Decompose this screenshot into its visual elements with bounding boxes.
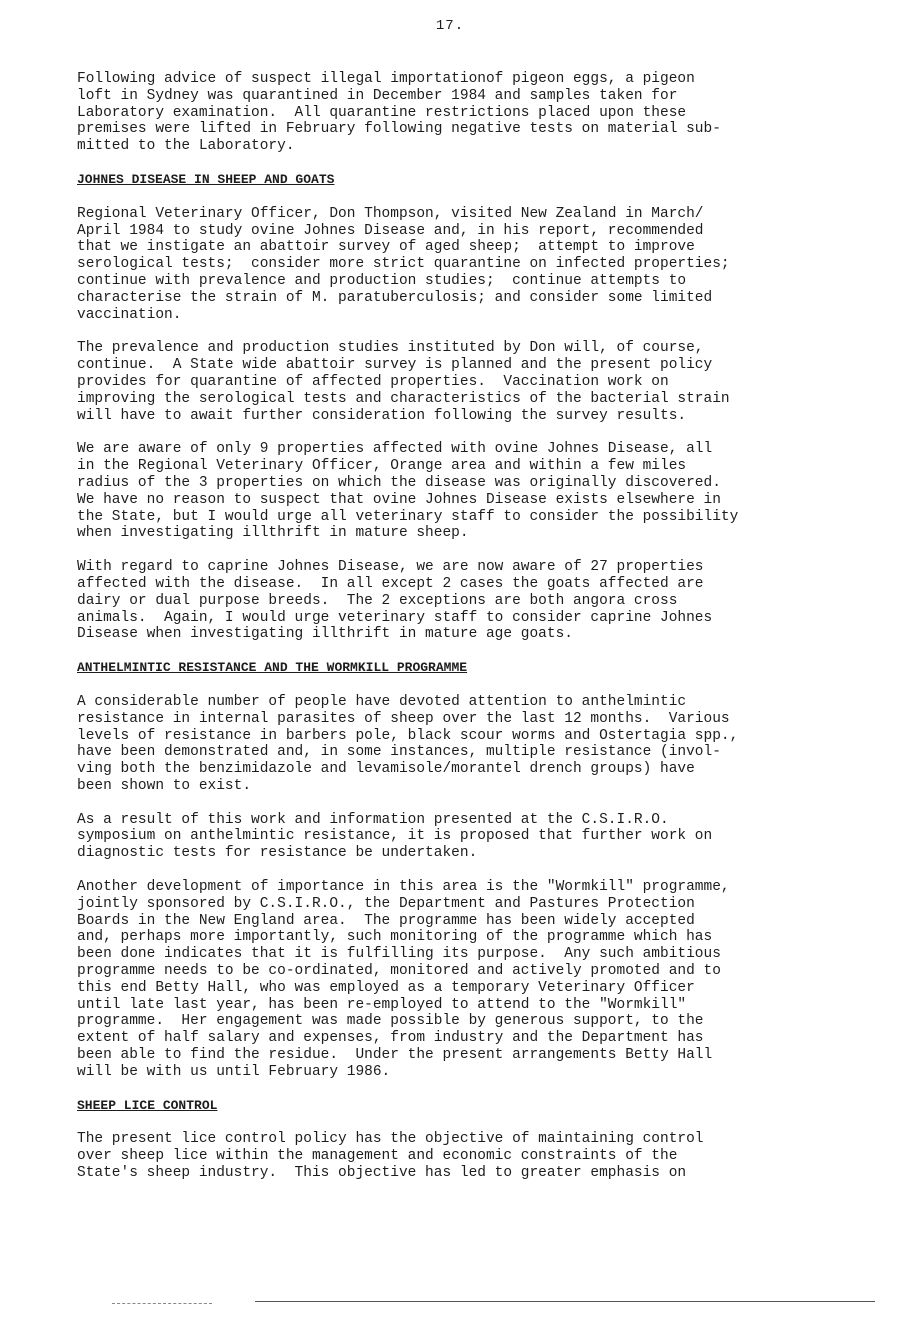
footer-dashed-rule <box>112 1303 212 1304</box>
page-number: 17. <box>435 18 465 34</box>
paragraph-resistance-levels: A considerable number of people have devoted attention to anthelmintic resistance in internal parasites of sheep over the last 12 months. Various levels of resistance in barbers pole, black scour worms and Ostertagia spp., have been demonstrated and, in some instances, multiple resistance (invol- ving both the benzimidazole and levamisole/morantel drench groups) have been shown to exist. <box>77 693 739 794</box>
heading-sheep-lice-control: SHEEP LICE CONTROL <box>77 1097 218 1113</box>
heading-anthelmintic-resistance: ANTHELMINTIC RESISTANCE AND THE WORMKILL PROGRAMME <box>77 660 468 676</box>
paragraph-prevalence-studies: The prevalence and production studies instituted by Don will, of course, continue. A State wide abattoir survey is planned and the present policy provides for quarantine of affected properties. Vaccination work on improving the serological tests and characteristics of the bacterial strain will have to await further consideration following the survey results. <box>77 340 730 424</box>
document-body <box>77 71 827 1182</box>
paragraph-caprine-johnes: With regard to caprine Johnes Disease, we are now aware of 27 properties affected with the disease. In all except 2 cases the goats affected are dairy or dual purpose breeds. The 2 exceptions are both angora cross animals. Again, I would urge veterinary staff to consider caprine Johnes Disease when investigating illthrift in mature age goats. <box>77 559 713 643</box>
heading-johnes-disease: JOHNES DISEASE IN SHEEP AND GOATS <box>77 171 335 187</box>
paragraph-csiro-symposium: As a result of this work and information presented at the C.S.I.R.O. symposium on anthelmintic resistance, it is proposed that further work on diagnostic tests for resistance be undertaken. <box>77 811 713 862</box>
paragraph-nz-visit: Regional Veterinary Officer, Don Thompson, visited New Zealand in March/ April 1984 to study ovine Johnes Disease and, in his report, recommended that we instigate an abattoir survey of aged sheep; attempt to improve serological tests; consider more strict quarantine on infected properties; continue with prevalence and production studies; continue attempts to characterise the strain of M. paratuberculosis; and consider some limited vaccination. <box>77 205 730 323</box>
paragraph-pigeon-quarantine: Following advice of suspect illegal importationof pigeon eggs, a pigeon loft in Sydney was quarantined in December 1984 and samples taken for Laboratory examination. All quarantine restrictions placed upon these premises were lifted in February following negative tests on material sub- mitted to the Laboratory. <box>77 71 721 155</box>
paragraph-lice-policy: The present lice control policy has the objective of maintaining control over sheep lice within the management and economic constraints of the State's sheep industry. This objective has led to greater emphasis on <box>77 1131 704 1182</box>
paragraph-wormkill-programme: Another development of importance in this area is the "Wormkill" programme, jointly sponsored by C.S.I.R.O., the Department and Pastures Protection Boards in the New England area. The programme has been widely accepted and, perhaps more importantly, such monitoring of the programme which has been done indicates that it is fulfilling its purpose. Any such ambitious programme needs to be co-ordinated, monitored and actively promoted and to this end Betty Hall, who was employed as a temporary Veterinary Officer until late last year, has been re-employed to attend to the "Wormkill" programme. Her engagement was made possible by generous support, to the extent of half salary and expenses, from industry and the Department has been able to find the residue. Under the present arrangements Betty Hall will be with us until February 1986. <box>77 879 730 1080</box>
footer-rule <box>255 1301 875 1302</box>
paragraph-ovine-properties: We are aware of only 9 properties affected with ovine Johnes Disease, all in the Regional Veterinary Officer, Orange area and within a few miles radius of the 3 properties on which the disease was originally discovered. We have no reason to suspect that ovine Johnes Disease exists elsewhere in the State, but I would urge all veterinary staff to consider the possibility when investigating illthrift in mature sheep. <box>77 441 739 542</box>
